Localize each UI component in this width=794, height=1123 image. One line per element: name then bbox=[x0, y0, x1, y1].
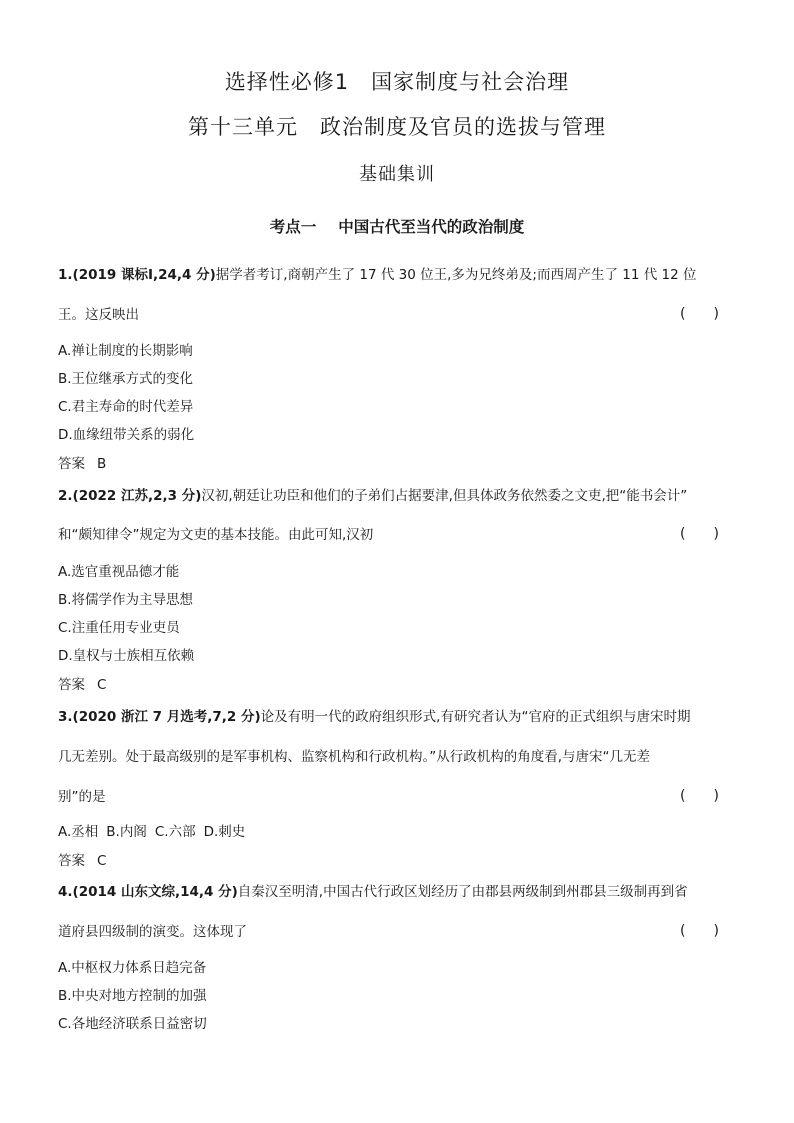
answer-3-value: C bbox=[97, 853, 107, 869]
question-2-source: 2.(2022 江苏,2,3 分) bbox=[58, 488, 202, 504]
question-3-text: 3.(2020 浙江 7 月选考,7,2 分)论及有明一代的政府组织形式,有研究者认为“官府的正式组织与唐宋时期 bbox=[58, 709, 691, 725]
question-2-text-cont: 和“颇知律令”规定为文吏的基本技能。由此可知,汉初 bbox=[58, 527, 374, 543]
section-name: 中国古代至当代的政治制度 bbox=[338, 218, 525, 236]
answer-2-value: C bbox=[97, 677, 107, 693]
unit-title: 第十三单元 政治制度及官员的选拔与管理 bbox=[188, 115, 606, 139]
option-4a: A.中枢权力体系日趋完备 bbox=[58, 960, 207, 976]
question-2-text: 2.(2022 江苏,2,3 分)汉初,朝廷让功臣和他们的子弟们占据要津,但具体政务依然委之文吏,把“能书会计” bbox=[58, 488, 688, 504]
answer-1: 答案 B bbox=[58, 456, 107, 472]
answer-blank-3[interactable]: ( ) bbox=[680, 788, 719, 804]
document-title: 选择性必修1 国家制度与社会治理 bbox=[224, 70, 570, 94]
question-4-text-cont: 道府县四级制的演变。这体现了 bbox=[58, 924, 247, 940]
question-3-text-cont2: 别”的是 bbox=[58, 789, 106, 805]
section-heading bbox=[0, 215, 794, 237]
option-4c: C.各地经济联系日益密切 bbox=[58, 1016, 207, 1032]
option-3a: A.丞相 bbox=[58, 824, 99, 840]
option-2c: C.注重任用专业吏员 bbox=[58, 620, 180, 636]
answer-blank-4[interactable]: ( ) bbox=[680, 923, 719, 939]
option-3d: D.刺史 bbox=[203, 824, 246, 840]
option-1d: D.血缘纽带关系的弱化 bbox=[58, 427, 195, 443]
answer-1-value: B bbox=[97, 456, 107, 472]
option-3b: B.内阁 bbox=[106, 824, 147, 840]
question-4-text: 4.(2014 山东文综,14,4 分)自秦汉至明清,中国古代行政区划经历了由郡县两级制到州郡县三级制再到省 bbox=[58, 884, 688, 900]
option-1a: A.禅让制度的长期影响 bbox=[58, 343, 193, 359]
question-1-text: 1.(2019 课标Ⅰ,24,4 分)据学者考订,商朝产生了 17 代 30 位王,多为兄终弟及;而西周产生了 11 代 12 位 bbox=[58, 267, 697, 283]
answer-blank-2[interactable]: ( ) bbox=[680, 526, 719, 542]
answer-blank-1[interactable]: ( ) bbox=[680, 306, 719, 322]
option-1b: B.王位继承方式的变化 bbox=[58, 371, 194, 387]
options-3 bbox=[58, 820, 253, 840]
option-3c: C.六部 bbox=[154, 824, 196, 840]
answer-2: 答案 C bbox=[58, 677, 107, 693]
question-1-text-cont: 王。这反映出 bbox=[58, 307, 139, 323]
option-2a: A.选官重视品德才能 bbox=[58, 564, 180, 580]
subtitle: 基础集训 bbox=[359, 164, 435, 185]
question-3-text-cont: 几无差别。处于最高级别的是军事机构、监察机构和行政机构。”从行政机构的角度看,与唐宋“几无差 bbox=[58, 749, 651, 765]
section-label: 考点一 bbox=[269, 218, 317, 236]
question-3-source: 3.(2020 浙江 7 月选考,7,2 分) bbox=[58, 709, 261, 725]
option-2d: D.皇权与士族相互依赖 bbox=[58, 648, 195, 664]
question-1-source: 1.(2019 课标Ⅰ,24,4 分) bbox=[58, 267, 216, 283]
answer-3: 答案 C bbox=[58, 853, 107, 869]
option-4b: B.中央对地方控制的加强 bbox=[58, 988, 207, 1004]
option-1c: C.君主寿命的时代差异 bbox=[58, 399, 194, 415]
question-4-source: 4.(2014 山东文综,14,4 分) bbox=[58, 884, 238, 900]
option-2b: B.将儒学作为主导思想 bbox=[58, 592, 194, 608]
